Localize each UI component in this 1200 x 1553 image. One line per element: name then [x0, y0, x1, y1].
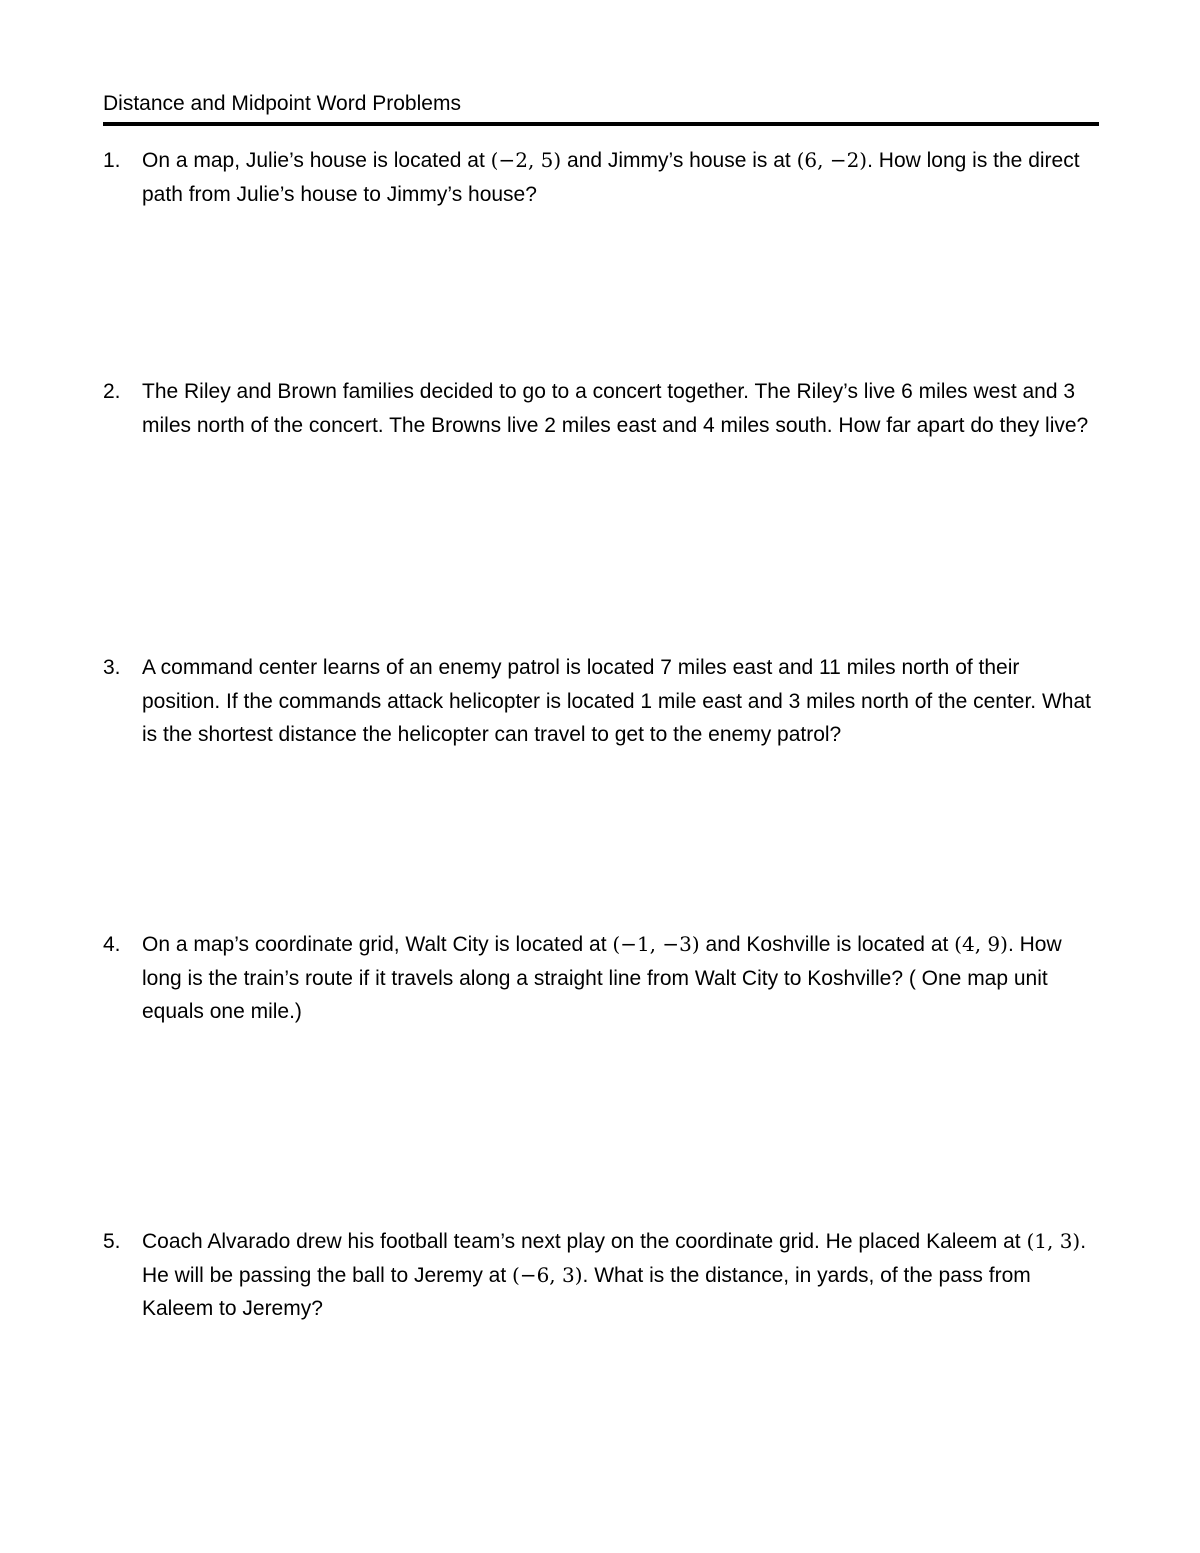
- coordinate-jeremy: (−6, 3): [512, 1262, 583, 1287]
- text-segment: and Koshville is located at: [699, 933, 955, 956]
- problem-number: 1.: [103, 149, 121, 172]
- problem-1: [103, 144, 1099, 211]
- text-segment: . How long is the direct path from Julie’s house to Jimmy’s house?: [142, 149, 1080, 206]
- text-segment: The Riley and Brown families decided to go to a concert together. The Riley’s live 6 miles west and 3 miles north of the concert. The Browns live 2 miles east and 4 miles south. How far apart do they live?: [142, 380, 1089, 437]
- problem-3: [103, 651, 1099, 752]
- problem-5: [103, 1225, 1099, 1326]
- title-underline-divider: [103, 122, 1099, 126]
- text-segment: A command center learns of an enemy patrol is located 7 miles east and 11 miles north of their position. If the commands attack helicopter is located 1 mile east and 3 miles north of the center. What is the shortest distance the helicopter can travel to get to the enemy patrol?: [142, 656, 1091, 746]
- text-segment: and Jimmy’s house is at: [561, 149, 797, 172]
- coordinate-jimmy-house: (6, −2): [796, 148, 868, 172]
- text-segment: . He will be passing the ball to Jeremy at: [142, 1230, 1087, 1287]
- coordinate-walt-city: (−1, −3): [612, 932, 700, 956]
- coordinate-julie-house: (−2, 5): [490, 148, 562, 172]
- problem-number: 2.: [103, 380, 121, 403]
- coordinate-koshville: (4, 9): [954, 932, 1008, 956]
- text-segment: Coach Alvarado drew his football team’s next play on the coordinate grid. He placed Kaleem at: [142, 1230, 1027, 1253]
- problem-number: 4.: [103, 933, 121, 956]
- problem-text: [142, 375, 1099, 442]
- problem-text: [142, 144, 1099, 211]
- problem-2: [103, 375, 1099, 442]
- problem-text: [142, 651, 1099, 752]
- page-title: Distance and Midpoint Word Problems: [103, 92, 461, 115]
- text-segment: . How long is the train’s route if it travels along a straight line from Walt City to Koshville? ( One map unit equals one mile.): [142, 933, 1062, 1023]
- problem-number: 5.: [103, 1230, 121, 1253]
- problem-4: [103, 928, 1099, 1029]
- problem-number: 3.: [103, 656, 121, 679]
- text-segment: On a map, Julie’s house is located at: [142, 149, 491, 172]
- coordinate-kaleem: (1, 3): [1026, 1229, 1081, 1253]
- problem-text: [142, 1225, 1099, 1326]
- text-segment: . What is the distance, in yards, of the pass from Kaleem to Jeremy?: [142, 1263, 1031, 1320]
- problem-text: [142, 928, 1099, 1029]
- text-segment: On a map’s coordinate grid, Walt City is located at: [142, 933, 613, 956]
